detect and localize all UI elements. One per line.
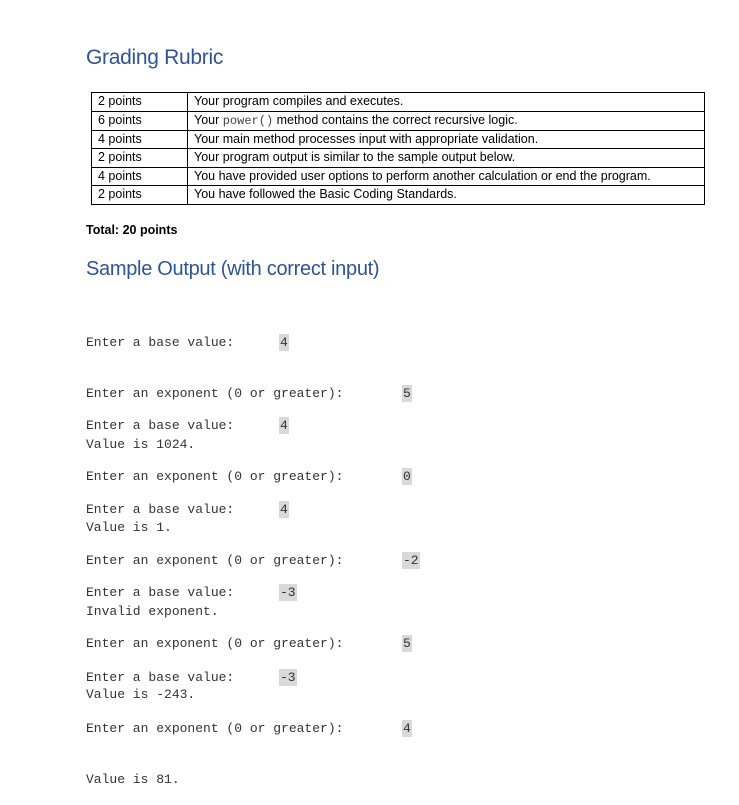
criteria-text: You have followed the Basic Coding Standards. bbox=[194, 187, 457, 202]
criteria-text: Your main method processes input with appropriate validation. bbox=[194, 131, 539, 146]
base-prompt: Enter a base value: bbox=[86, 585, 235, 600]
rubric-table bbox=[91, 92, 705, 205]
result-text: Value is 81. bbox=[86, 772, 180, 787]
points-cell: 6 points bbox=[92, 111, 188, 130]
table-row bbox=[92, 130, 705, 149]
criteria-cell bbox=[188, 111, 705, 130]
table-row bbox=[92, 167, 705, 186]
base-input-value: -3 bbox=[280, 670, 296, 685]
table-row bbox=[92, 149, 705, 168]
exponent-prompt: Enter an exponent (0 or greater): bbox=[86, 386, 344, 401]
criteria-cell bbox=[188, 93, 705, 112]
exponent-input-value: 5 bbox=[403, 386, 411, 401]
exponent-input-value: 0 bbox=[403, 469, 411, 484]
exponent-prompt: Enter an exponent (0 or greater): bbox=[86, 469, 344, 484]
sample-run bbox=[86, 635, 411, 805]
criteria-cell bbox=[188, 130, 705, 149]
exponent-prompt: Enter an exponent (0 or greater): bbox=[86, 636, 344, 651]
table-row bbox=[92, 93, 705, 112]
result-text: Value is 1. bbox=[86, 520, 172, 535]
points-cell: 4 points bbox=[92, 167, 188, 186]
result-text: Value is 1024. bbox=[86, 437, 196, 452]
base-input-value: -3 bbox=[280, 585, 296, 600]
result-text: Value is -243. bbox=[86, 687, 196, 702]
base-prompt: Enter a base value: bbox=[86, 335, 235, 350]
exponent-input-value: 5 bbox=[403, 636, 411, 651]
criteria-cell bbox=[188, 186, 705, 205]
exponent-input-value: 4 bbox=[403, 721, 411, 736]
code-method-name: power() bbox=[222, 113, 274, 128]
base-input-value: 4 bbox=[280, 335, 288, 350]
criteria-text: method contains the correct recursive logic. bbox=[273, 112, 518, 127]
criteria-text: Your program output is similar to the sample output below. bbox=[194, 150, 516, 165]
base-input-value: 4 bbox=[280, 502, 288, 517]
criteria-cell bbox=[188, 149, 705, 168]
exponent-input-value: -2 bbox=[403, 553, 419, 568]
criteria-cell bbox=[188, 167, 705, 186]
grading-rubric-heading: Grading Rubric bbox=[86, 46, 224, 69]
result-text: Invalid exponent. bbox=[86, 604, 219, 619]
table-row bbox=[92, 186, 705, 205]
points-cell: 4 points bbox=[92, 130, 188, 149]
base-prompt: Enter a base value: bbox=[86, 418, 235, 433]
total-points: Total: 20 points bbox=[86, 223, 178, 237]
sample-output-heading: Sample Output (with correct input) bbox=[86, 258, 380, 280]
base-prompt: Enter a base value: bbox=[86, 670, 235, 685]
criteria-text: You have provided user options to perform another calculation or end the program. bbox=[194, 168, 651, 183]
exponent-prompt: Enter an exponent (0 or greater): bbox=[86, 553, 344, 568]
criteria-text: Your bbox=[194, 112, 223, 127]
table-row bbox=[92, 111, 705, 130]
exponent-prompt: Enter an exponent (0 or greater): bbox=[86, 721, 344, 736]
criteria-text: Your program compiles and executes. bbox=[194, 94, 404, 109]
points-cell: 2 points bbox=[92, 93, 188, 112]
points-cell: 2 points bbox=[92, 186, 188, 205]
points-cell: 2 points bbox=[92, 149, 188, 168]
base-prompt: Enter a base value: bbox=[86, 502, 235, 517]
base-input-value: 4 bbox=[280, 418, 288, 433]
